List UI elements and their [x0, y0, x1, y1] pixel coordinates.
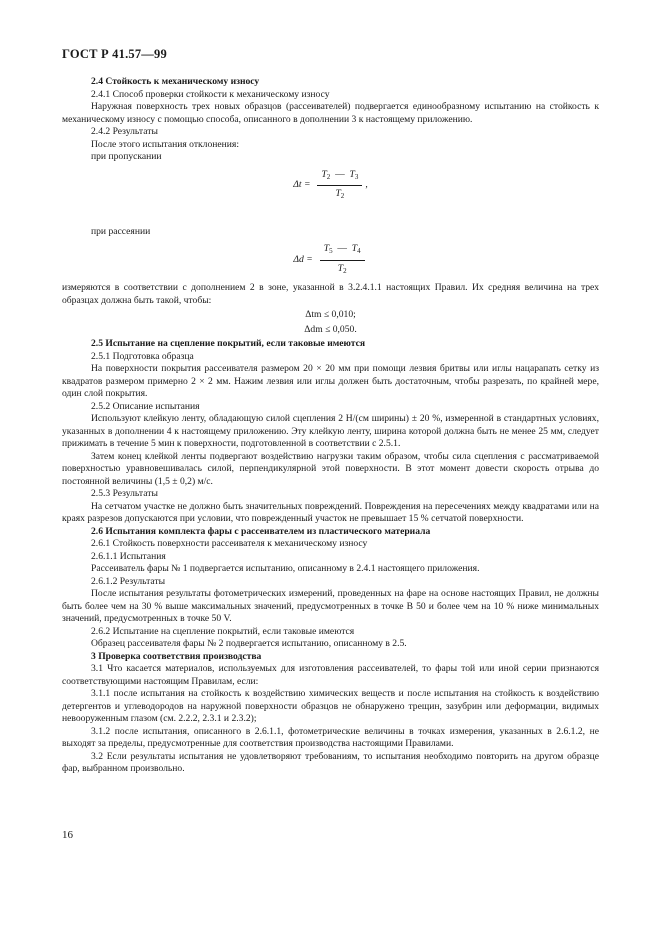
section-3-title: 3 Проверка соответствия производства — [91, 650, 262, 662]
inequality-t: Δtm ≤ 0,010; — [305, 309, 356, 320]
fraction — [320, 243, 365, 277]
document-body — [62, 76, 599, 776]
paragraph: После испытания результаты фотометрических измерений, проведенных на фаре на основе настоящих Правил, не должны быть более чем на 30 % выше максимальных значений, предусмотренных в точке B 50 и более чем на 10 % ниже минимальных значений, предусмотренных в точке 50 V. — [62, 588, 599, 624]
paragraph: Образец рассеивателя фары № 2 подвергается испытанию, описанному в 2.5. — [91, 638, 407, 649]
formula-lhs: Δd = — [293, 253, 313, 265]
paragraph: 2.6.1.2 Результаты — [91, 575, 166, 587]
paragraph: Используют клейкую ленту, обладающую силой сцепления 2 Н/(см ширины) ± 20 %, измеренной в стандартных условиях, указанных в дополнении 4 к настоящему приложению. Эту клейкую ленту, ширина которой должна быть не менее 25 мм, следует прижимать в течение 5 мин к поверхности, подготовленной в соответствии с 2.5.1. — [62, 413, 599, 449]
paragraph: После этого испытания отклонения: — [91, 138, 240, 150]
paragraph: Рассеиватель фары № 1 подвергается испытанию, описанному в 2.4.1 настоящего приложения. — [91, 563, 480, 574]
section-2-6-title: 2.6 Испытания комплекта фары с рассеивателем из пластического материала — [91, 525, 431, 537]
paragraph: измеряются в соответствии с дополнением 2 в зоне, указанной в 3.2.4.1.1 настоящих Правил. Их средняя величина на трех образцах должна быть такой, чтобы: — [62, 282, 599, 306]
formula-transmission: Δt = $\frac{T_2 — T_3}{T_2}$ , — [62, 169, 599, 203]
paragraph: 2.5.3 Результаты — [91, 488, 158, 499]
paragraph: Затем конец клейкой ленты подвергают воздействию нагрузки таким образом, чтобы сила сцепления с рассматриваемой поверхностью уравновешивалась силой, перпендикулярной этой поверхности. В этот момент довести скорость отрыва до постоянной величины (1,5 ± 0,2) м/с. — [62, 450, 599, 487]
formula-scattering — [62, 243, 599, 277]
section-2-4-title: 2.4 Стойкость к механическому износу — [91, 76, 260, 87]
paragraph: 2.5.2 Описание испытания — [91, 400, 200, 412]
paragraph: 2.4.1 Способ проверки стойкости к механическому износу — [91, 88, 330, 100]
section-2-5-title: 2.5 Испытание на сцепление покрытий, если таковые имеются — [91, 338, 366, 349]
inequality-d: Δdm ≤ 0,050. — [304, 323, 357, 335]
paragraph: 2.6.1.1 Испытания — [91, 550, 166, 562]
numerator: $T_5$ — $T_4$ — [320, 243, 365, 261]
formula-lhs: Δt = — [293, 179, 311, 191]
paragraph: На сетчатом участке не должно быть значительных повреждений. Повреждения на пересечениях между квадратами или на краях разрезов допускаются при условии, что поврежденный участок не превышает 15 % сетчатой поверхности. — [62, 500, 599, 524]
paragraph: 3.1.2 после испытания, описанного в 2.6.1.1, фотометрические величины в точках измерения, указанных в 2.6.1.2, не выходят за пределы, предусмотренные для соответствия производства настоящими Правилами. — [62, 725, 599, 749]
paragraph: 2.6.2 Испытание на сцепление покрытий, если таковые имеются — [91, 625, 355, 637]
paragraph: На поверхности покрытия рассеивателя размером 20 × 20 мм при помощи лезвия бритвы или иглы нацарапать сетку из квадратов размером примерно 2 × 2 мм. Нажим лезвия или иглы должен быть достаточным, чтобы разрезать, по крайней мере, один слой покрытия. — [62, 363, 599, 399]
paragraph: 2.5.1 Подготовка образца — [91, 350, 194, 362]
paragraph: при рассеянии — [91, 225, 151, 237]
paragraph: 2.4.2 Результаты — [91, 126, 158, 137]
denominator: $T_2$ — [335, 188, 345, 200]
paragraph: 3.2 Если результаты испытания не удовлетворяют требованиям, то испытания необходимо повторить на другом образце фар, выбранном произвольно. — [62, 750, 599, 774]
document-header: ГОСТ Р 41.57—99 — [62, 47, 167, 61]
paragraph: 3.1.1 после испытания на стойкость к воздействию химических веществ и после испытания на стойкость к воздействию детергентов и углеводородов на наружной поверхности образцов не обнаружено трещин, зазубрин или деформации, видимых невооруженным глазом (см. 2.2.2, 2.3.1 и 2.3.2); — [62, 688, 599, 724]
paragraph: 3.1 Что касается материалов, используемых для изготовления рассеивателей, то фары той или иной серии признаются соответствующими настоящим Правилам, если: — [62, 663, 599, 687]
paragraph: при пропускании — [91, 151, 162, 162]
page-number: 16 — [62, 829, 73, 841]
numerator: $T_2$ — $T_3$ — [317, 169, 362, 187]
denominator: $T_2$ — [337, 262, 347, 275]
paragraph: Наружная поверхность трех новых образцов (рассеивателей) подвергается единообразному испытанию на стойкость к механическому износу с помощью способа, описанного в дополнении 3 к настоящему приложению. — [62, 101, 599, 125]
paragraph: 2.6.1 Стойкость поверхности рассеивателя к механическому износу — [91, 538, 368, 549]
fraction — [317, 169, 362, 203]
